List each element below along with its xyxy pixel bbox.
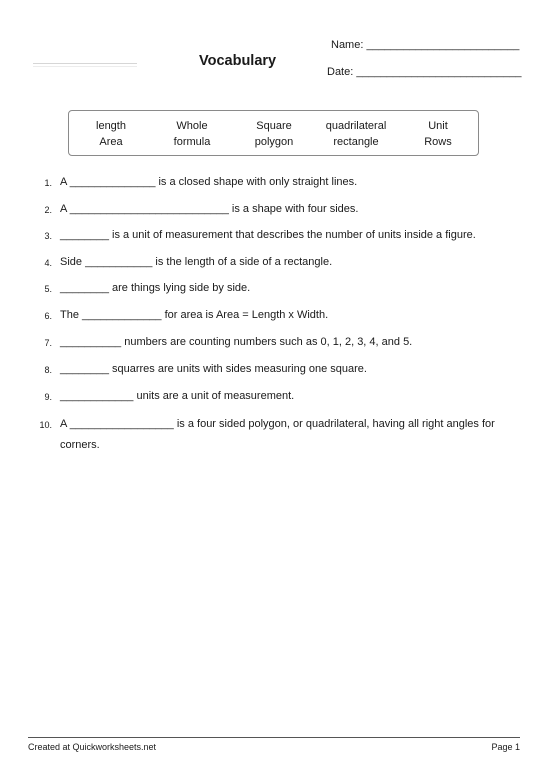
logo-line <box>33 63 137 64</box>
question-number: 10. <box>39 420 52 430</box>
word-bank-item: rectangle <box>333 136 379 148</box>
question-number: 4. <box>44 258 52 268</box>
page-title: Vocabulary <box>199 53 277 69</box>
word-bank <box>68 110 479 156</box>
footer-credit: Created at Quickworksheets.net <box>28 742 157 752</box>
question-number: 2. <box>44 205 52 215</box>
question-text: Side ___________ is the length of a side of a rectangle. <box>60 256 333 268</box>
question-text: ________ are things lying side by side. <box>60 282 251 294</box>
word-bank-item: Area <box>99 136 123 148</box>
word-bank-item: Rows <box>424 136 452 148</box>
date-field[interactable]: Date: ___________________________ <box>327 66 522 78</box>
word-bank-item: quadrilateral <box>325 120 387 132</box>
question-text: ____________ units are a unit of measurement. <box>60 390 295 402</box>
word-bank-item: formula <box>173 136 211 148</box>
word-bank-item: Square <box>256 120 292 132</box>
question-number: 5. <box>44 284 52 294</box>
question-text: ________ is a unit of measurement that describes the number of units inside a figure. <box>60 229 476 241</box>
footer-divider <box>28 737 520 738</box>
question-text: A _________________ is a four sided polygon, or quadrilateral, having all right angles for <box>60 418 495 430</box>
question-text: ________ squarres are units with sides measuring one square. <box>60 363 367 375</box>
word-bank-item: length <box>96 120 126 132</box>
question-number: 1. <box>44 178 52 188</box>
logo-line <box>33 66 137 67</box>
page-number: Page 1 <box>491 742 520 752</box>
word-bank-item: polygon <box>254 136 294 148</box>
question-text: __________ numbers are counting numbers such as 0, 1, 2, 3, 4, and 5. <box>60 336 413 348</box>
word-bank-item: Unit <box>428 120 448 132</box>
question-number: 6. <box>44 311 52 321</box>
question-text: The _____________ for area is Area = Length x Width. <box>60 309 329 321</box>
question-number: 8. <box>44 365 52 375</box>
question-number: 3. <box>44 231 52 241</box>
name-field[interactable]: Name: _________________________ <box>331 39 520 51</box>
question-text: A ______________ is a closed shape with only straight lines. <box>60 176 358 188</box>
question-number: 9. <box>44 392 52 402</box>
question-number: 7. <box>44 338 52 348</box>
word-bank-item: Whole <box>176 120 208 132</box>
question-text: A __________________________ is a shape with four sides. <box>60 203 359 215</box>
question-text-continued: corners. <box>60 439 100 451</box>
